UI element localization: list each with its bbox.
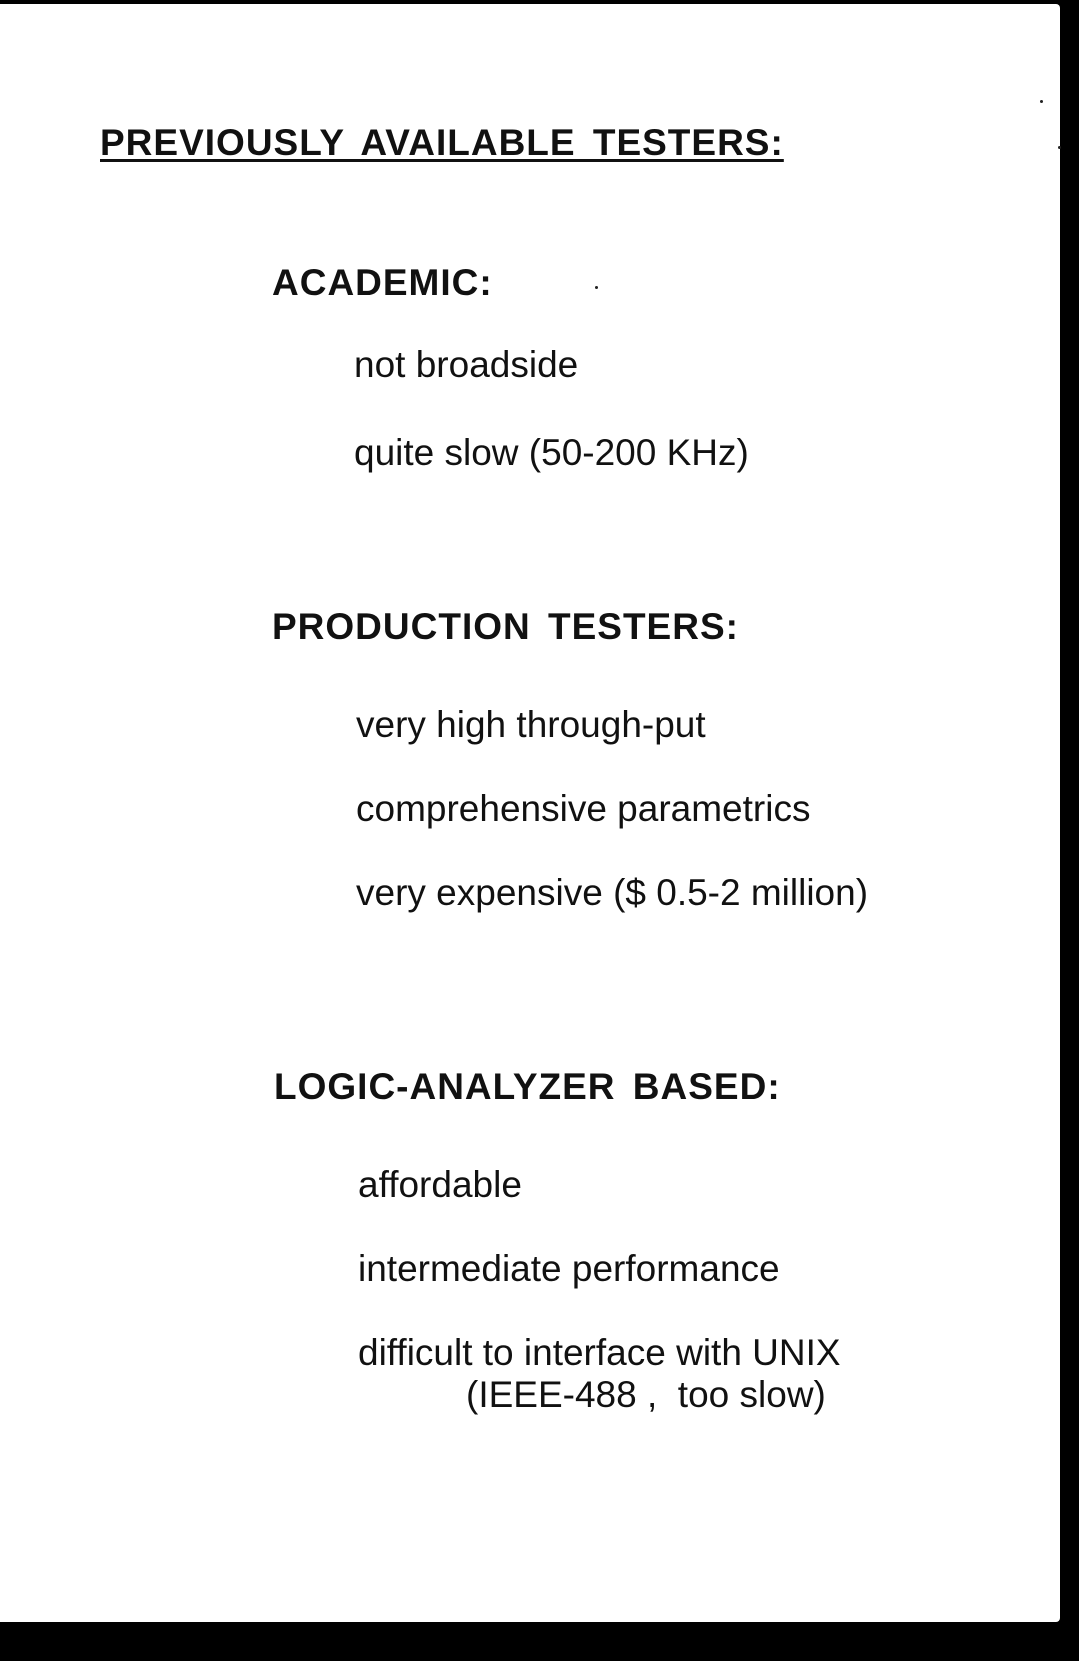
logic-analyzer-item-3: difficult to interface with UNIX [358, 1332, 841, 1373]
logic-analyzer-item-3-continuation: (IEEE-488 , too slow) [466, 1374, 826, 1415]
scan-speck [1058, 146, 1061, 149]
section-heading-logic-analyzer-based: LOGIC-ANALYZER BASED: [274, 1066, 781, 1107]
scan-speck [1040, 100, 1043, 103]
slide-page [0, 4, 1060, 1622]
section-heading-production-testers: PRODUCTION TESTERS: [272, 606, 739, 647]
academic-item-1: not broadside [354, 344, 579, 385]
logic-analyzer-item-1: affordable [358, 1164, 522, 1205]
production-item-1: very high through-put [356, 704, 706, 745]
production-item-2: comprehensive parametrics [356, 788, 811, 829]
academic-item-2: quite slow (50-200 KHz) [354, 432, 749, 473]
slide-title: PREVIOUSLY AVAILABLE TESTERS: [100, 122, 784, 163]
production-item-3: very expensive ($ 0.5-2 million) [356, 872, 869, 913]
scan-speck [595, 286, 598, 289]
section-heading-academic: ACADEMIC: [272, 262, 493, 303]
logic-analyzer-item-2: intermediate performance [358, 1248, 780, 1289]
